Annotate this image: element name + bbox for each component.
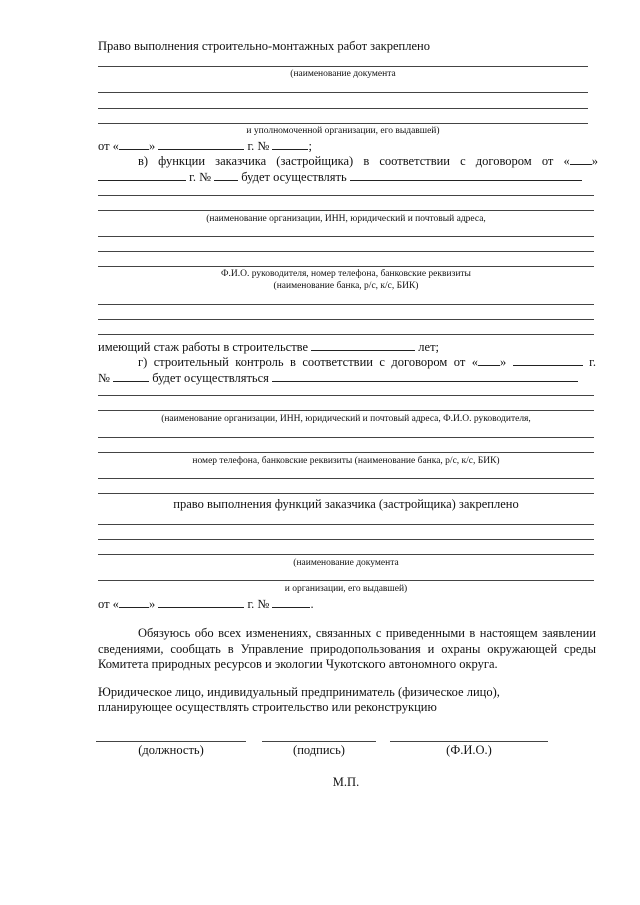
label-signature: (подпись) <box>293 743 345 757</box>
caption-document: (наименование документа <box>290 69 396 79</box>
label-position: (должность) <box>138 743 204 757</box>
stamp-label: М.П. <box>332 775 360 789</box>
caption-org-issued: и организации, его выдавшей) <box>284 584 408 594</box>
fill-line <box>98 452 594 453</box>
signature-line-fio[interactable] <box>390 741 548 742</box>
label-fio: (Ф.И.О.) <box>446 743 492 757</box>
caption-bank: (наименование банка, р/с, к/с, БИК) <box>273 281 419 291</box>
fill-line <box>98 266 594 267</box>
date-line-1 <box>98 138 312 154</box>
item-g-line2: № будет осуществляться <box>98 370 578 386</box>
blank-date[interactable] <box>513 354 583 366</box>
fill-line <box>98 251 594 252</box>
caption-authorized-org: и уполномоченной организации, его выдавшей) <box>246 126 440 136</box>
item-v-line1: в) функции заказчика (застройщика) в соответствии с договором от « » <box>138 154 598 168</box>
fill-line <box>98 108 588 109</box>
blank-organization[interactable] <box>272 370 578 382</box>
blank-day[interactable] <box>119 138 149 150</box>
label-year-num: г. № <box>247 139 270 153</box>
signature-line-signature[interactable] <box>262 741 376 742</box>
fill-line <box>98 210 594 211</box>
label-quote: » <box>148 139 156 153</box>
entity-line-1: Юридическое лицо, индивидуальный предприниматель (физическое лицо), <box>98 685 500 699</box>
blank-date[interactable] <box>98 169 186 181</box>
label-end: ; <box>308 139 312 153</box>
blank-number[interactable] <box>272 596 310 608</box>
blank-day[interactable] <box>478 354 500 366</box>
fill-line <box>98 524 594 525</box>
fill-line <box>98 319 594 320</box>
caption-organization-2: (наименование организации, ИНН, юридический и почтовый адреса, Ф.И.О. руководителя, <box>161 414 531 424</box>
caption-fio: Ф.И.О. руководителя, номер телефона, банковские реквизиты <box>221 269 471 279</box>
fill-line <box>98 493 594 494</box>
blank-number[interactable] <box>214 169 238 181</box>
experience-line: имеющий стаж работы в строительстве лет; <box>98 340 440 354</box>
fill-line <box>98 334 594 335</box>
fill-line <box>98 195 594 196</box>
obligation-paragraph: Обязуюсь обо всех изменениях, связанных с приведенными в настоящем заявлении сведениями, сообщать в Управление природопользования и охраны окружающей среды Комитета природных ресурсов и экологии Чукотского автономного округа. <box>98 626 596 671</box>
entity-line-2: планирующее осуществлять строительство или реконструкцию <box>98 700 437 714</box>
item-g-line1: г) строительный контроль в соответствии с договором от « » г. <box>138 355 597 369</box>
fill-line <box>98 123 588 124</box>
blank-month-year[interactable] <box>158 138 244 150</box>
blank-years[interactable] <box>311 339 415 351</box>
fill-line <box>98 554 594 555</box>
fill-line <box>98 478 594 479</box>
signature-line-position[interactable] <box>96 741 246 742</box>
fill-line <box>98 437 594 438</box>
caption-organization: (наименование организации, ИНН, юридический и почтовый адреса, <box>206 214 486 224</box>
date-line-2: от « » г. № . <box>98 597 314 611</box>
label-ot: от « <box>98 139 119 153</box>
blank-day[interactable] <box>119 596 149 608</box>
header-text: Право выполнения строительно-монтажных работ закреплено <box>98 39 430 53</box>
caption-document-2: (наименование документа <box>293 558 399 568</box>
blank-organization[interactable] <box>350 169 582 181</box>
fill-line <box>98 92 588 93</box>
item-v-line2: г. № будет осуществлять <box>98 169 582 185</box>
blank-number[interactable] <box>113 370 149 382</box>
blank-day[interactable] <box>570 153 592 165</box>
caption-phone-bank: номер телефона, банковские реквизиты (наименование банка, р/с, к/с, БИК) <box>192 456 500 466</box>
fill-line <box>98 410 594 411</box>
fill-line <box>98 66 588 67</box>
fill-line <box>98 580 594 581</box>
fill-line <box>98 539 594 540</box>
blank-number[interactable] <box>272 138 308 150</box>
fill-line <box>98 395 594 396</box>
fill-line <box>98 236 594 237</box>
fill-line <box>98 304 594 305</box>
customer-rights-text: право выполнения функций заказчика (застройщика) закреплено <box>173 497 519 511</box>
blank-month-year[interactable] <box>158 596 244 608</box>
